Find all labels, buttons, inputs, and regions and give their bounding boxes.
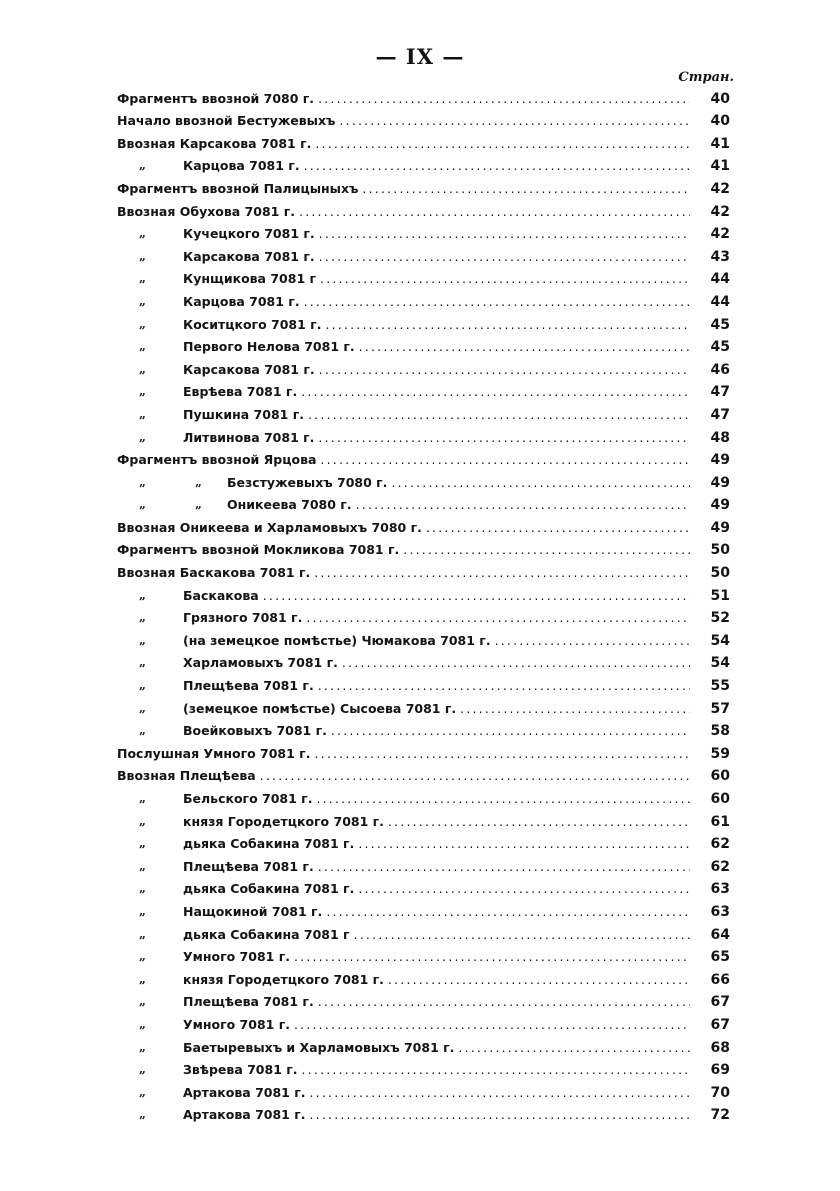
toc-entry-title: Начало ввозной Бестужевыхъ xyxy=(117,113,336,129)
ditto-mark: „ xyxy=(139,994,146,1009)
dot-leader xyxy=(310,1107,691,1123)
toc-entry xyxy=(117,920,730,943)
toc-entry xyxy=(117,558,730,581)
toc-entry-title: дьяка Собакина 7081 г xyxy=(183,926,350,942)
dot-leader xyxy=(318,430,690,446)
toc-entry-page: 52 xyxy=(710,610,730,627)
toc-entry-page: 40 xyxy=(710,113,730,130)
toc-entry xyxy=(117,536,730,559)
dot-leader xyxy=(495,633,690,649)
toc-entry-title: Фрагментъ ввозной 7080 г. xyxy=(117,90,315,106)
toc-entry-title: Фрагментъ ввозной Палицыныхъ xyxy=(117,180,359,196)
toc-entry-page: 63 xyxy=(710,881,730,898)
dot-leader xyxy=(263,588,690,604)
toc-entry xyxy=(117,852,730,875)
dot-leader xyxy=(458,1040,690,1056)
toc-entry-page: 67 xyxy=(710,1016,730,1033)
toc-entry-title: Умного 7081 г. xyxy=(183,949,290,965)
toc-entry xyxy=(117,671,730,694)
toc-entry xyxy=(117,604,730,627)
toc-entry-title: Фрагментъ ввозной Ярцова xyxy=(117,452,317,468)
toc-entry xyxy=(117,694,730,717)
dot-leader xyxy=(314,565,690,581)
dot-leader xyxy=(319,249,690,265)
toc-entry-title: Кучецкого 7081 г. xyxy=(183,226,315,242)
toc-entry-page: 54 xyxy=(710,632,730,649)
dot-leader xyxy=(304,294,690,310)
dot-leader xyxy=(301,384,690,400)
toc-entry xyxy=(117,468,730,491)
dot-leader xyxy=(310,1085,691,1101)
toc-entry-page: 58 xyxy=(710,723,730,740)
ditto-mark: „ xyxy=(139,587,146,602)
toc-entry-page: 69 xyxy=(710,1062,730,1079)
toc-entry-page: 55 xyxy=(710,678,730,695)
dot-leader xyxy=(359,339,690,355)
dot-leader xyxy=(331,723,690,739)
toc-entry xyxy=(117,1101,730,1124)
toc-entry-page: 43 xyxy=(710,248,730,265)
dot-leader xyxy=(304,158,690,174)
toc-entry-page: 60 xyxy=(710,791,730,807)
toc-entry-page: 47 xyxy=(710,384,730,401)
toc-entry-title: Воейковыхъ 7081 г. xyxy=(183,723,327,739)
ditto-mark-secondary: „ xyxy=(195,497,202,512)
toc-entry-title: Звѣрева 7081 г. xyxy=(183,1062,298,1078)
toc-entry xyxy=(117,581,730,604)
toc-entry-page: 41 xyxy=(710,158,730,175)
toc-entry-page: 50 xyxy=(710,542,730,559)
toc-entry-page: 65 xyxy=(710,949,730,966)
dot-leader xyxy=(388,814,690,830)
dot-leader xyxy=(302,1062,690,1078)
ditto-mark: „ xyxy=(139,700,146,715)
toc-entry xyxy=(117,649,730,672)
toc-entry-page: 59 xyxy=(710,745,730,762)
toc-entry-page: 62 xyxy=(710,836,730,853)
toc-entry-page: 70 xyxy=(710,1084,730,1101)
ditto-mark: „ xyxy=(139,474,146,489)
ditto-mark: „ xyxy=(139,158,146,173)
dot-leader xyxy=(318,91,690,107)
toc-entry-page: 42 xyxy=(710,180,730,197)
ditto-mark: „ xyxy=(139,610,146,625)
ditto-mark: „ xyxy=(139,339,146,354)
toc-entry-page: 67 xyxy=(710,994,730,1011)
ditto-mark: „ xyxy=(139,1062,146,1077)
toc-entry-title: Ввозная Оникеева и Харламовыхъ 7080 г. xyxy=(117,519,422,535)
toc-entry-title: Пушкина 7081 г. xyxy=(183,406,304,422)
toc-entry-title: Карсакова 7081 г. xyxy=(183,361,315,377)
toc-entry-title: Литвинова 7081 г. xyxy=(183,429,315,445)
toc-entry-title: Харламовыхъ 7081 г. xyxy=(183,655,338,671)
toc-entry-page: 61 xyxy=(710,813,730,830)
dot-leader xyxy=(460,701,690,717)
dot-leader xyxy=(318,859,690,875)
ditto-mark: „ xyxy=(139,406,146,421)
toc-entry xyxy=(117,717,730,740)
toc-entry-page: 49 xyxy=(710,497,730,514)
toc-entry-page: 72 xyxy=(710,1107,730,1124)
toc-entry-title: Плещѣева 7081 г. xyxy=(183,678,314,694)
toc-entry-title: Умного 7081 г. xyxy=(183,1016,290,1032)
ditto-mark: „ xyxy=(139,1107,146,1122)
dot-leader xyxy=(391,475,690,491)
toc-entry-title: Фрагментъ ввозной Мокликова 7081 г. xyxy=(117,542,400,558)
ditto-mark: „ xyxy=(139,903,146,918)
toc-entry-page: 48 xyxy=(710,429,730,446)
toc-entry-title: дьяка Собакина 7081 г. xyxy=(183,881,355,897)
ditto-mark: „ xyxy=(139,1039,146,1054)
dot-leader xyxy=(319,226,690,242)
dot-leader xyxy=(320,452,690,468)
dot-leader xyxy=(316,791,690,807)
page-number-header: — IX — xyxy=(375,44,465,69)
dot-leader xyxy=(426,520,690,536)
toc-entry-title: Плещѣева 7081 г. xyxy=(183,858,314,874)
toc-entry-page: 41 xyxy=(710,135,730,152)
toc-entry xyxy=(117,174,730,197)
dot-leader xyxy=(325,317,690,333)
toc-entry xyxy=(117,762,730,785)
toc-entry xyxy=(117,107,730,130)
toc-entry xyxy=(117,152,730,175)
dot-leader xyxy=(315,136,690,152)
toc-entry xyxy=(117,513,730,536)
ditto-mark: „ xyxy=(139,361,146,376)
dot-leader xyxy=(318,678,690,694)
toc-entry-title: Карцова 7081 г. xyxy=(183,158,300,174)
dot-leader xyxy=(299,204,690,220)
dot-leader xyxy=(326,904,690,920)
dot-leader xyxy=(314,746,690,762)
toc-entry-title: (земецкое помѣстье) Сысоева 7081 г. xyxy=(183,700,457,716)
toc-entry-title: князя Городетцкого 7081 г. xyxy=(183,971,384,987)
toc-entry-title: Бельского 7081 г. xyxy=(183,791,313,806)
toc-entry xyxy=(117,897,730,920)
toc-entry-title: Послушная Умного 7081 г. xyxy=(117,745,311,761)
toc-entry xyxy=(117,333,730,356)
toc-entry xyxy=(117,423,730,446)
toc-entry-page: 44 xyxy=(710,271,730,288)
ditto-mark-secondary: „ xyxy=(195,474,202,489)
dot-leader xyxy=(354,927,690,943)
dot-leader xyxy=(358,881,690,897)
ditto-mark: „ xyxy=(139,723,146,738)
toc-entry-page: 45 xyxy=(710,316,730,333)
ditto-mark: „ xyxy=(139,858,146,873)
ditto-mark: „ xyxy=(139,949,146,964)
toc-entry-page: 45 xyxy=(710,339,730,356)
toc-entry-page: 51 xyxy=(710,587,730,604)
toc-entry-title: Кунщикова 7081 г xyxy=(183,271,317,287)
toc-entry-page: 47 xyxy=(710,406,730,423)
toc-entry xyxy=(117,1033,730,1056)
toc-entry-title: Оникеева 7080 г. xyxy=(227,497,352,513)
ditto-mark: „ xyxy=(139,655,146,670)
dot-leader xyxy=(320,271,690,287)
toc-entry-page: 49 xyxy=(710,474,730,491)
toc-entry xyxy=(117,988,730,1011)
toc-entry xyxy=(117,400,730,423)
toc-entry-title: Ввозная Карсакова 7081 г. xyxy=(117,135,312,151)
dot-leader xyxy=(306,610,690,626)
toc-entry-title: Баетыревыхъ и Харламовыхъ 7081 г. xyxy=(183,1039,455,1055)
toc-entry xyxy=(117,784,730,807)
toc-entry xyxy=(117,1078,730,1101)
toc-entry-page: 64 xyxy=(710,926,730,943)
dot-leader xyxy=(362,181,690,197)
toc-entry-page: 49 xyxy=(710,519,730,536)
toc-entry xyxy=(117,197,730,220)
toc-entry-page: 63 xyxy=(710,903,730,920)
dot-leader xyxy=(260,768,690,784)
dot-leader xyxy=(403,542,690,558)
ditto-mark: „ xyxy=(139,678,146,693)
ditto-mark: „ xyxy=(139,1084,146,1099)
toc-entry-title: (на земецкое помѣстье) Чюмакова 7081 г. xyxy=(183,632,491,648)
dot-leader xyxy=(318,994,690,1010)
dot-leader xyxy=(356,497,690,513)
dot-leader xyxy=(319,362,690,378)
toc-entry-page: 57 xyxy=(710,700,730,717)
toc-entry-title: Коситцкого 7081 г. xyxy=(183,316,322,332)
toc-entry-title: Ввозная Плещѣева xyxy=(117,768,256,784)
toc-entry-page: 54 xyxy=(710,655,730,672)
toc-entry-page: 46 xyxy=(710,361,730,378)
dot-leader xyxy=(308,407,690,423)
ditto-mark: „ xyxy=(139,926,146,941)
dot-leader xyxy=(388,972,690,988)
toc-entry xyxy=(117,287,730,310)
toc-entry-page: 66 xyxy=(710,971,730,988)
toc-entry-title: Плещѣева 7081 г. xyxy=(183,994,314,1010)
toc-entry-page: 40 xyxy=(710,90,730,107)
ditto-mark: „ xyxy=(139,271,146,286)
toc-entry-page: 42 xyxy=(710,226,730,243)
toc-entry-page: 68 xyxy=(710,1039,730,1056)
ditto-mark: „ xyxy=(139,384,146,399)
dot-leader xyxy=(358,836,690,852)
ditto-mark: „ xyxy=(139,971,146,986)
table-of-contents xyxy=(117,84,730,1123)
page-column-label: Стран. xyxy=(678,70,734,85)
toc-entry xyxy=(117,626,730,649)
toc-entry-title: Артакова 7081 г. xyxy=(183,1107,306,1123)
ditto-mark: „ xyxy=(139,836,146,851)
toc-entry xyxy=(117,446,730,469)
toc-entry xyxy=(117,739,730,762)
toc-entry xyxy=(117,943,730,966)
toc-entry xyxy=(117,1010,730,1033)
toc-entry-title: Еврѣева 7081 г. xyxy=(183,384,298,400)
toc-entry-title: князя Городетцкого 7081 г. xyxy=(183,813,384,829)
toc-entry xyxy=(117,491,730,514)
toc-entry-title: Ввозная Обухова 7081 г. xyxy=(117,203,296,219)
toc-entry xyxy=(117,965,730,988)
ditto-mark: „ xyxy=(139,226,146,241)
toc-entry-title: Карцова 7081 г. xyxy=(183,293,300,309)
ditto-mark: „ xyxy=(139,293,146,308)
ditto-mark: „ xyxy=(139,316,146,331)
ditto-mark: „ xyxy=(139,248,146,263)
toc-entry-title: Грязного 7081 г. xyxy=(183,610,303,626)
toc-entry xyxy=(117,265,730,288)
dot-leader xyxy=(294,1017,690,1033)
toc-entry-page: 49 xyxy=(710,452,730,469)
toc-entry-page: 60 xyxy=(710,768,730,785)
toc-entry-title: Первого Нелова 7081 г. xyxy=(183,339,355,355)
toc-entry-title: Ввозная Баскакова 7081 г. xyxy=(117,565,311,581)
dot-leader xyxy=(294,949,690,965)
toc-entry xyxy=(117,129,730,152)
toc-entry-page: 44 xyxy=(710,293,730,310)
toc-entry-title: Нащокиной 7081 г. xyxy=(183,903,323,919)
toc-entry-title: Безстужевыхъ 7080 г. xyxy=(227,474,388,490)
ditto-mark: „ xyxy=(139,497,146,512)
toc-entry xyxy=(117,242,730,265)
ditto-mark: „ xyxy=(139,429,146,444)
ditto-mark: „ xyxy=(139,1016,146,1031)
toc-entry xyxy=(117,355,730,378)
ditto-mark: „ xyxy=(139,881,146,896)
toc-entry xyxy=(117,830,730,853)
toc-entry xyxy=(117,875,730,898)
toc-entry-title: дьяка Собакина 7081 г. xyxy=(183,836,355,852)
toc-entry-page: 42 xyxy=(710,203,730,220)
toc-entry-title: Карсакова 7081 г. xyxy=(183,248,315,264)
ditto-mark: „ xyxy=(139,813,146,828)
toc-entry xyxy=(117,378,730,401)
toc-entry-title: Артакова 7081 г. xyxy=(183,1084,306,1100)
ditto-mark: „ xyxy=(139,632,146,647)
toc-entry xyxy=(117,84,730,107)
toc-entry xyxy=(117,310,730,333)
dot-leader xyxy=(339,113,690,129)
toc-entry xyxy=(117,220,730,243)
toc-entry xyxy=(117,807,730,830)
toc-entry-page: 62 xyxy=(710,858,730,875)
toc-entry-title: Баскакова xyxy=(183,587,259,603)
toc-entry xyxy=(117,1056,730,1079)
ditto-mark: „ xyxy=(139,791,146,805)
dot-leader xyxy=(342,655,690,671)
toc-entry-page: 50 xyxy=(710,565,730,582)
